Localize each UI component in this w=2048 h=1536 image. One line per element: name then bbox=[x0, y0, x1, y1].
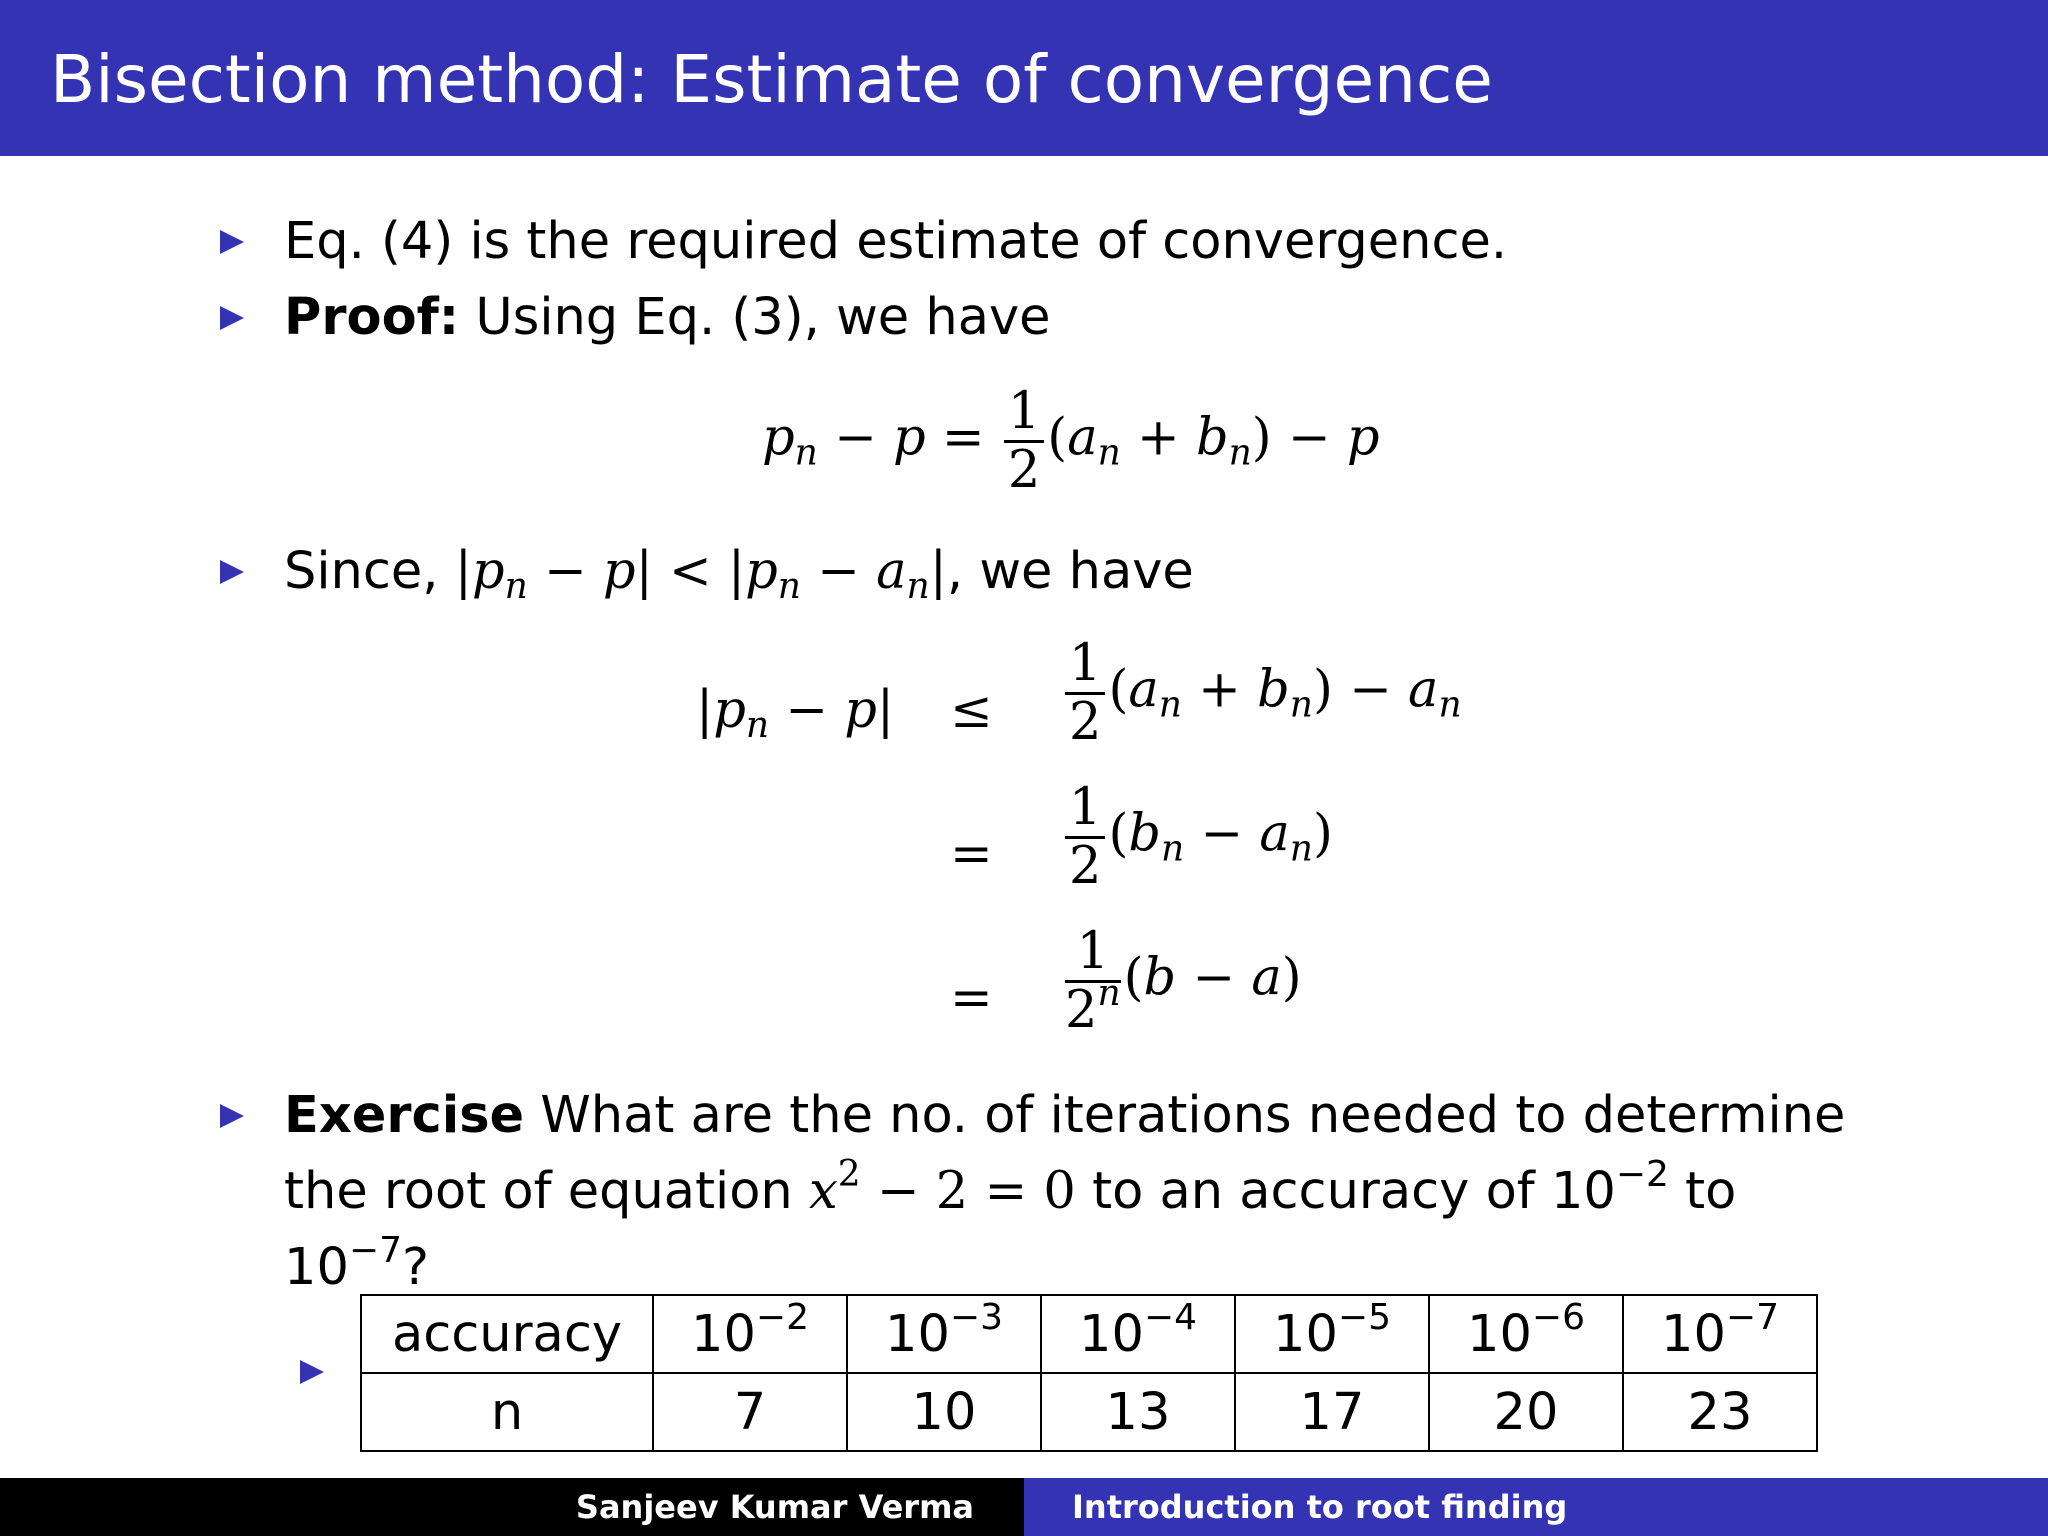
equation-inline: $x^2 - 2 = 0$ bbox=[808, 1154, 1076, 1221]
derivation-rhs-1: $\frac{1}{2}$ $(a_n + b_n) - a_n$ bbox=[1062, 636, 1462, 751]
table-cell: 23 bbox=[1623, 1373, 1817, 1451]
footer-course-section bbox=[1024, 1478, 2048, 1536]
equation-midpoint: $p_n - p$ = $\frac{1}{2}$ $(a_n + b_n) - p$ bbox=[762, 382, 1380, 500]
table-cell: $10^{-2}$ bbox=[653, 1295, 847, 1373]
table-cell: 7 bbox=[653, 1373, 847, 1451]
table-header-cell: accuracy bbox=[361, 1295, 653, 1373]
footer-course: Introduction to root finding bbox=[1072, 1488, 1568, 1526]
slide-header bbox=[0, 0, 2048, 156]
fraction: $\frac{1}{2}$ bbox=[1065, 780, 1105, 895]
fraction: $\frac{1}{2}$ bbox=[1065, 636, 1105, 751]
derivation-rhs-2: $\frac{1}{2}$ $(b_n - a_n)$ bbox=[1062, 780, 1333, 895]
derivation-rel-3: = bbox=[950, 969, 993, 1028]
table-cell: $10^{-4}$ bbox=[1041, 1295, 1235, 1373]
bullet-text bbox=[284, 286, 1051, 350]
bullet-text bbox=[284, 540, 1194, 607]
table-header-cell: n bbox=[361, 1373, 653, 1451]
exercise-label: Exercise bbox=[284, 1086, 525, 1145]
table-cell: 17 bbox=[1235, 1373, 1429, 1451]
exercise-line-3: $10^{-7}$? bbox=[284, 1230, 430, 1297]
footer-author: Sanjeev Kumar Verma bbox=[575, 1488, 974, 1526]
table-cell: 10 bbox=[847, 1373, 1041, 1451]
exercise-line-1: Exercise What are the no. of iterations needed to determine bbox=[284, 1086, 1846, 1145]
table-cell: $10^{-3}$ bbox=[847, 1295, 1041, 1373]
table-cell: $10^{-7}$ bbox=[1623, 1295, 1817, 1373]
derivation-rel-1: ≤ bbox=[950, 681, 993, 740]
table-cell: 13 bbox=[1041, 1373, 1235, 1451]
bullet-marker bbox=[220, 306, 244, 330]
table-row bbox=[361, 1373, 1817, 1451]
bullet-marker bbox=[300, 1360, 324, 1384]
table-row bbox=[361, 1295, 1817, 1373]
since-text: Since, bbox=[284, 542, 455, 601]
fraction: $\frac{1}{2}$ bbox=[1004, 384, 1044, 499]
slide-footer bbox=[0, 1478, 2048, 1536]
proof-text: Using Eq. (3), we have bbox=[459, 288, 1051, 347]
inequality: $|p_n - p| < |p_n - a_n|$ bbox=[454, 542, 947, 607]
derivation-rel-2: = bbox=[950, 825, 993, 884]
bullet-marker bbox=[220, 1104, 244, 1128]
table-cell: $10^{-6}$ bbox=[1429, 1295, 1623, 1373]
accuracy-table bbox=[360, 1294, 1818, 1452]
derivation-lhs: $|p_n - p|$ bbox=[696, 681, 895, 746]
table-cell: $10^{-5}$ bbox=[1235, 1295, 1429, 1373]
bullet-text: Eq. (4) is the required estimate of convergence. bbox=[284, 212, 1508, 271]
bullet-marker bbox=[220, 560, 244, 584]
table-cell: 20 bbox=[1429, 1373, 1623, 1451]
bullet-marker bbox=[220, 230, 244, 254]
we-have-text: , we have bbox=[946, 542, 1194, 601]
footer-author-section bbox=[0, 1478, 1024, 1536]
fraction: $\frac{1}{2^n}$ bbox=[1065, 922, 1121, 1040]
exercise-line-2: the root of equation $x^2 - 2 = 0$ to an accuracy of $10^{-2}$ to bbox=[284, 1154, 1737, 1221]
derivation-rhs-3: $\frac{1}{2^n}$ (b − a) bbox=[1065, 922, 1302, 1040]
slide-title: Bisection method: Estimate of convergence bbox=[50, 41, 1493, 118]
proof-label: Proof: bbox=[284, 288, 460, 347]
